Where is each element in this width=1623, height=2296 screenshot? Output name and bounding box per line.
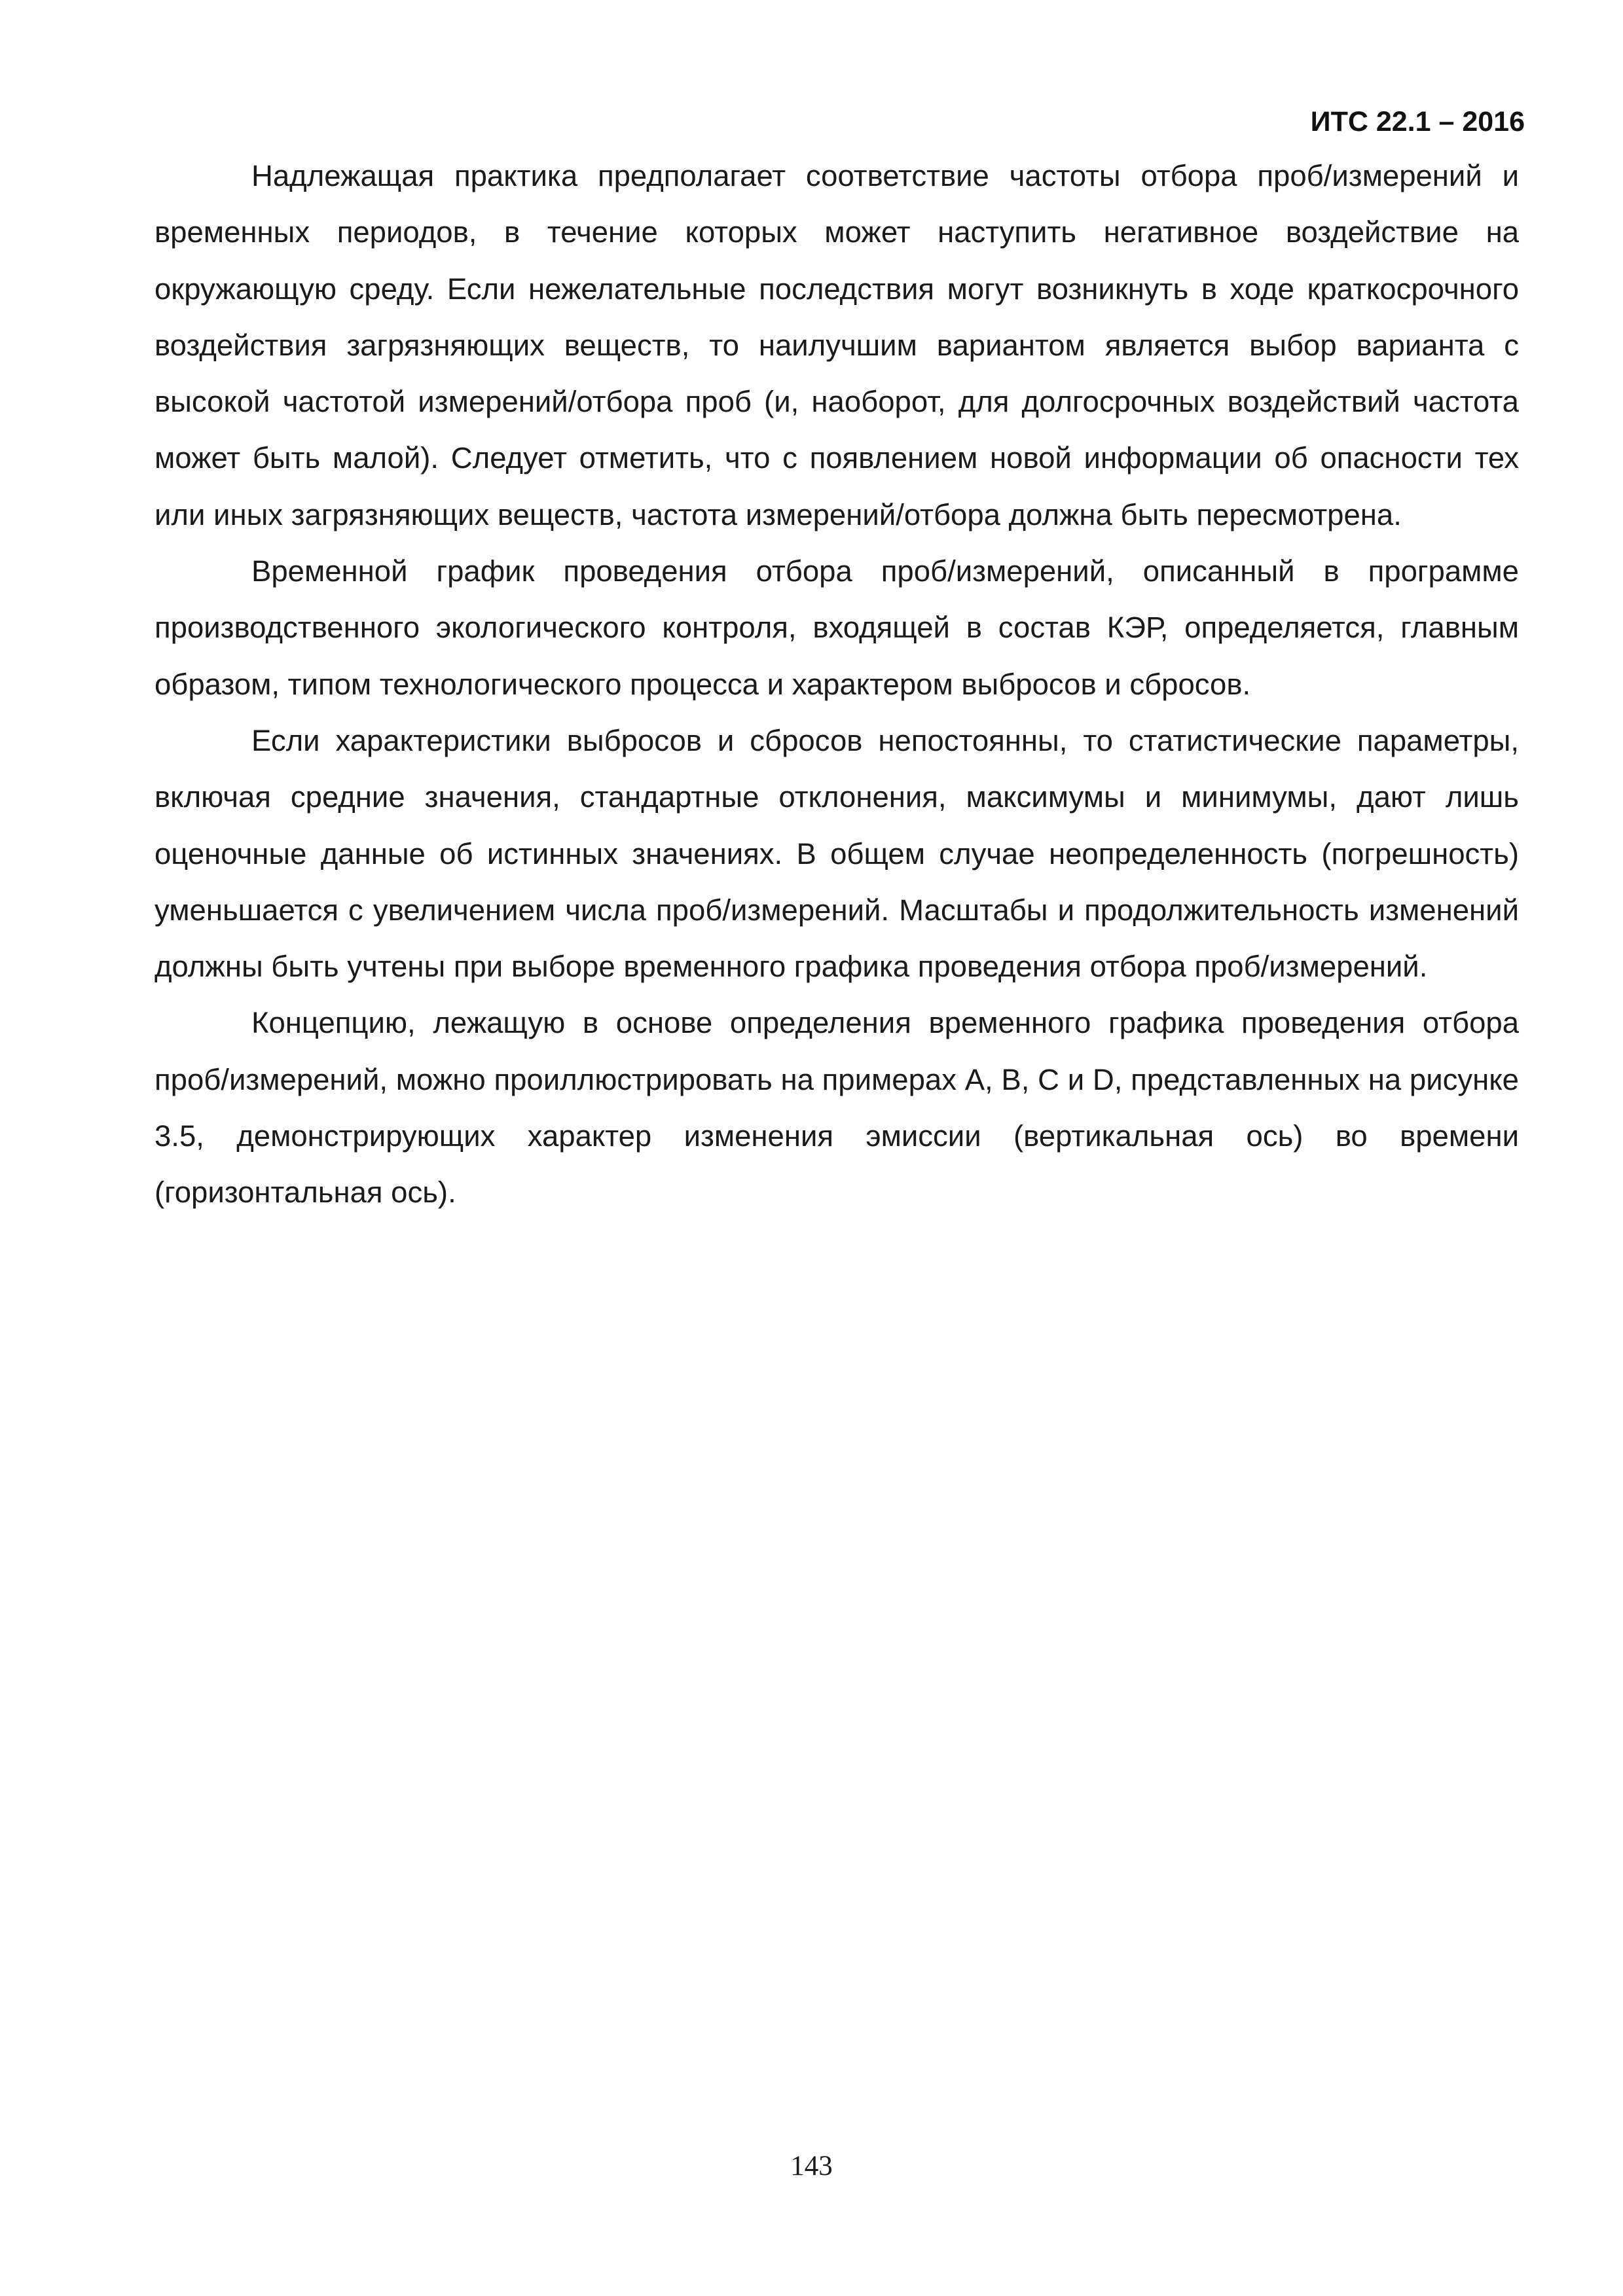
- body-text: [155, 148, 1519, 1221]
- paragraph-statistical-parameters: Если характеристики выбросов и сбросов непостоянны, то статистические параметры, включая средние значения, стандартные отклонения, максимумы и минимумы, дают лишь оценочные данные об истинных значениях. В общем случае неопределенность (погрешность) уменьшается с увеличением числа проб/измерений. Масштабы и продолжительность изменений должны быть учтены при выборе временного графика проведения отбора проб/измерений.: [155, 723, 1519, 984]
- page-number: 143: [790, 2151, 833, 2181]
- document-code-header: ИТС 22.1 – 2016: [1310, 106, 1525, 137]
- paragraph-sampling-frequency: Надлежащая практика предполагает соответствие частоты отбора проб/измерений и временных периодов, в течение которых может наступить негативное воздействие на окружающую среду. Если нежелательные последствия могут возникнуть в ходе краткосрочного воздействия загрязняющих веществ, то наилучшим вариантом является выбор варианта с высокой частотой измерений/отбора проб (и, наоборот, для долгосрочных воздействий частота может быть малой). Следует отметить, что с появлением новой информации об опасности тех или иных загрязняющих веществ, частота измерений/отбора должна быть пересмотрена.: [155, 159, 1519, 531]
- paragraph-concept-examples: Концепцию, лежащую в основе определения временного графика проведения отбора проб/измерений, можно проиллюстрировать на примерах A, B, C и D, представленных на рисунке 3.5, демонстрирующих характер изменения эмиссии (вертикальная ось) во времени (горизонтальная ось).: [155, 1006, 1519, 1210]
- paragraph-sampling-schedule: Временной график проведения отбора проб/измерений, описанный в программе производственного экологического контроля, входящей в состав КЭР, определяется, главным образом, типом технологического процесса и характером выбросов и сбросов.: [155, 554, 1519, 701]
